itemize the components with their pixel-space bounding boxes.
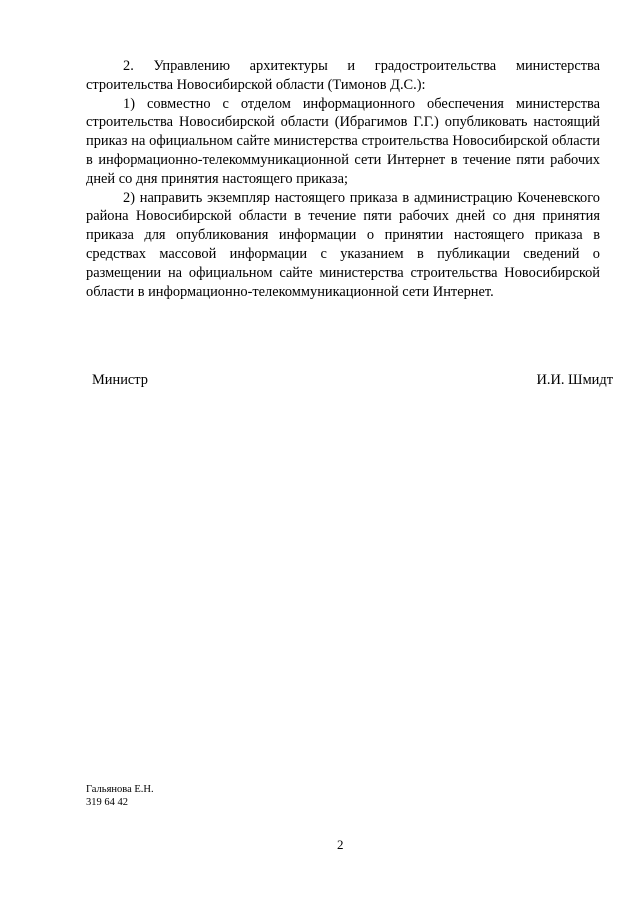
executor-phone: 319 64 42 (86, 797, 128, 808)
paragraph-subitem-1: 1) совместно с отделом информационного обеспечения министерства строительства Новосибирской области (Ибрагимов Г.Г.) опубликовать настоящий приказ на официальном сайте министерства строительства Новосибирской области в информационно-телекоммуникационной сети Интернет в течение пяти рабочих дней со дня принятия настоящего приказа; (86, 95, 600, 187)
document-body (86, 57, 600, 301)
page-number: 2 (337, 837, 344, 852)
paragraph-item-2: 2. Управлению архитектуры и градостроительства министерства строительства Новосибирской области (Тимонов Д.С.): (86, 58, 600, 93)
executor-name: Гальянова Е.Н. (86, 784, 154, 795)
paragraph-subitem-2: 2) направить экземпляр настоящего приказа в администрацию Коченевского района Новосибирской области в течение пяти рабочих дней со дня принятия приказа для опубликования информации о принятии настоящего приказа в средствах массовой информации с указанием в публикации сведений о размещении на официальном сайте министерства строительства Новосибирской области в информационно-телекоммуникационной сети Интернет. (86, 189, 600, 300)
signature-role: Министр (92, 372, 148, 388)
signature-name: И.И. Шмидт (536, 372, 613, 388)
executor-block (86, 783, 154, 809)
